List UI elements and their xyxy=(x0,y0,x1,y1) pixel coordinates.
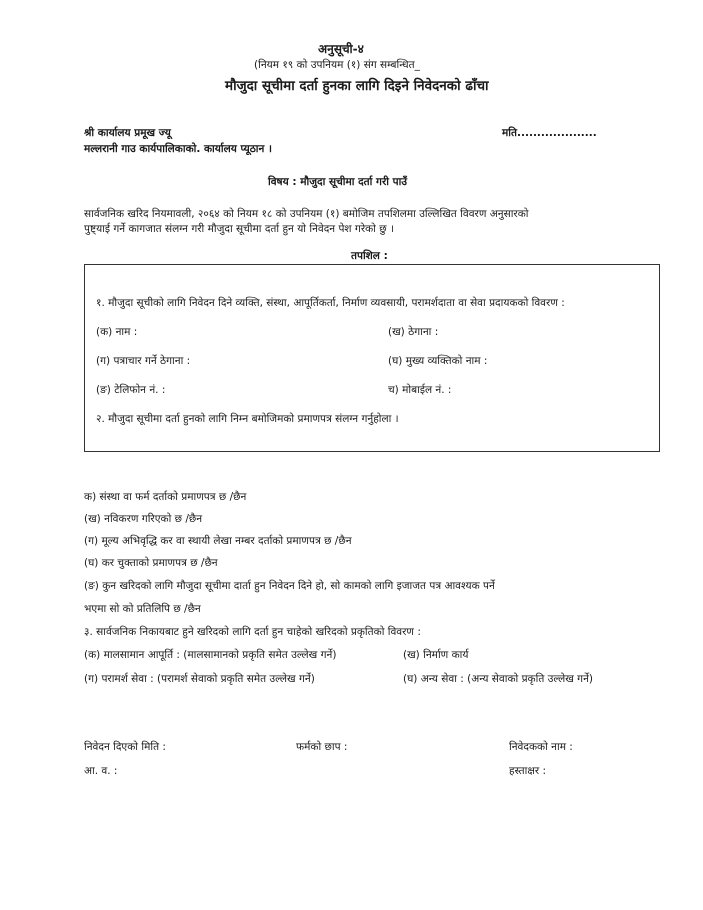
procurement-heading: ३. सार्वजनिक निकायबाट हुने खरिदको लागि दर्ता हुन चाहेको खरिदको प्रकृतिको विवरण : xyxy=(84,626,421,638)
recipient-line: श्री कार्यालय प्रमूख ज्यू xyxy=(84,127,171,139)
certificate-item: (घ) कर चुक्ताको प्रमाणपत्र छ /छैन xyxy=(84,557,218,569)
item-1-heading: १. मौजुदा सूचीको लागि निवेदन दिने व्यक्ति, संस्था, आपूर्तिकर्ता, निर्माण व्यवसायी, परामर्शदाता वा सेवा प्रदायकको विवरण : xyxy=(96,297,565,309)
item-2-heading: २. मौजुदा सूचीमा दर्ता हुनको लागि निम्न बमोजिमको प्रमाणपत्र संलग्न गर्नुहोला । xyxy=(96,413,399,425)
procurement-consulting: (ग) परामर्श सेवा : (परामर्श सेवाको प्रकृति समेत उल्लेख गर्ने) xyxy=(84,673,315,685)
procurement-construction: (ख) निर्माण कार्य xyxy=(403,649,469,661)
procurement-other: (घ) अन्य सेवा : (अन्य सेवाको प्रकृति उल्लेख गर्ने) xyxy=(403,673,594,685)
field-address: (ख) ठेगाना : xyxy=(388,326,439,338)
submit-date-label: निवेदन दिएको मिति : xyxy=(84,741,166,753)
certificate-item: (ग) मूल्य अभिवृद्धि कर वा स्थायी लेखा नम्बर दर्ताको प्रमाणपत्र छ /छैन xyxy=(84,535,352,547)
certificate-item: (ङ) कुन खरिदको लागि मौजुदा सूचीमा दार्ता हुन निवेदन दिने हो, सो कामको लागि इजाजत पत्र आवश्यक पर्ने xyxy=(84,580,495,592)
field-main-person: (घ) मुख्य व्यक्तिको नाम : xyxy=(388,355,488,367)
field-name: (क) नाम : xyxy=(96,326,138,338)
certificate-item: क) संस्था वा फर्म दर्ताको प्रमाणपत्र छ /छैन xyxy=(84,491,247,503)
firm-stamp-label: फर्मको छाप : xyxy=(296,741,348,753)
field-phone: (ङ) टेलिफोन नं. : xyxy=(96,384,166,396)
subject-line: विषय : मौजुदा सूचीमा दर्ता गरी पाउँ xyxy=(268,176,408,188)
form-title: मौजुदा सूचीमा दर्ता हुनका लागि दिइने निवेदनको ढाँचा xyxy=(225,78,489,94)
body-paragraph-line-1: सार्वजनिक खरिद नियमावली, २०६४ को नियम १८ को उपनियम (१) बमोजिम तपशिलमा उल्लिखित विवरण अनुसारको xyxy=(84,208,529,220)
annex-title: अनुसूची-४ xyxy=(318,42,364,56)
body-paragraph-line-2: पुष्ट्याई गर्ने कागजात संलग्न गरी मौजुदा सूचीमा दर्ता हुन यो निवेदन पेश गरेको छु । xyxy=(84,223,394,235)
schedule-heading: तपशिल : xyxy=(351,250,388,262)
rule-reference: (नियम १९ को उपनियम (१) संग सम्बन्धित_ xyxy=(254,59,420,71)
procurement-goods: (क) मालसामान आपूर्ति : (मालसामानको प्रकृति समेत उल्लेख गर्ने) xyxy=(84,649,337,661)
certificate-item: भएमा सो को प्रतिलिपि छ /छैन xyxy=(84,603,201,615)
fiscal-year-label: आ. व. : xyxy=(84,765,118,777)
certificate-item: (ख) नविकरण गरिएको छ /छैन xyxy=(84,513,203,525)
field-mobile: च) मोबाईल नं. : xyxy=(388,384,452,396)
date-line: मति.................... xyxy=(502,127,597,139)
office-line: मल्लरानी गाउ कार्यपालिकाको. कार्यालय प्यूठान । xyxy=(84,143,272,155)
applicant-name-label: निवेदकको नाम : xyxy=(509,741,573,753)
signature-label: हस्ताक्षर : xyxy=(509,765,547,777)
field-mailing-address: (ग) पत्राचार गर्ने ठेगाना : xyxy=(96,355,191,367)
